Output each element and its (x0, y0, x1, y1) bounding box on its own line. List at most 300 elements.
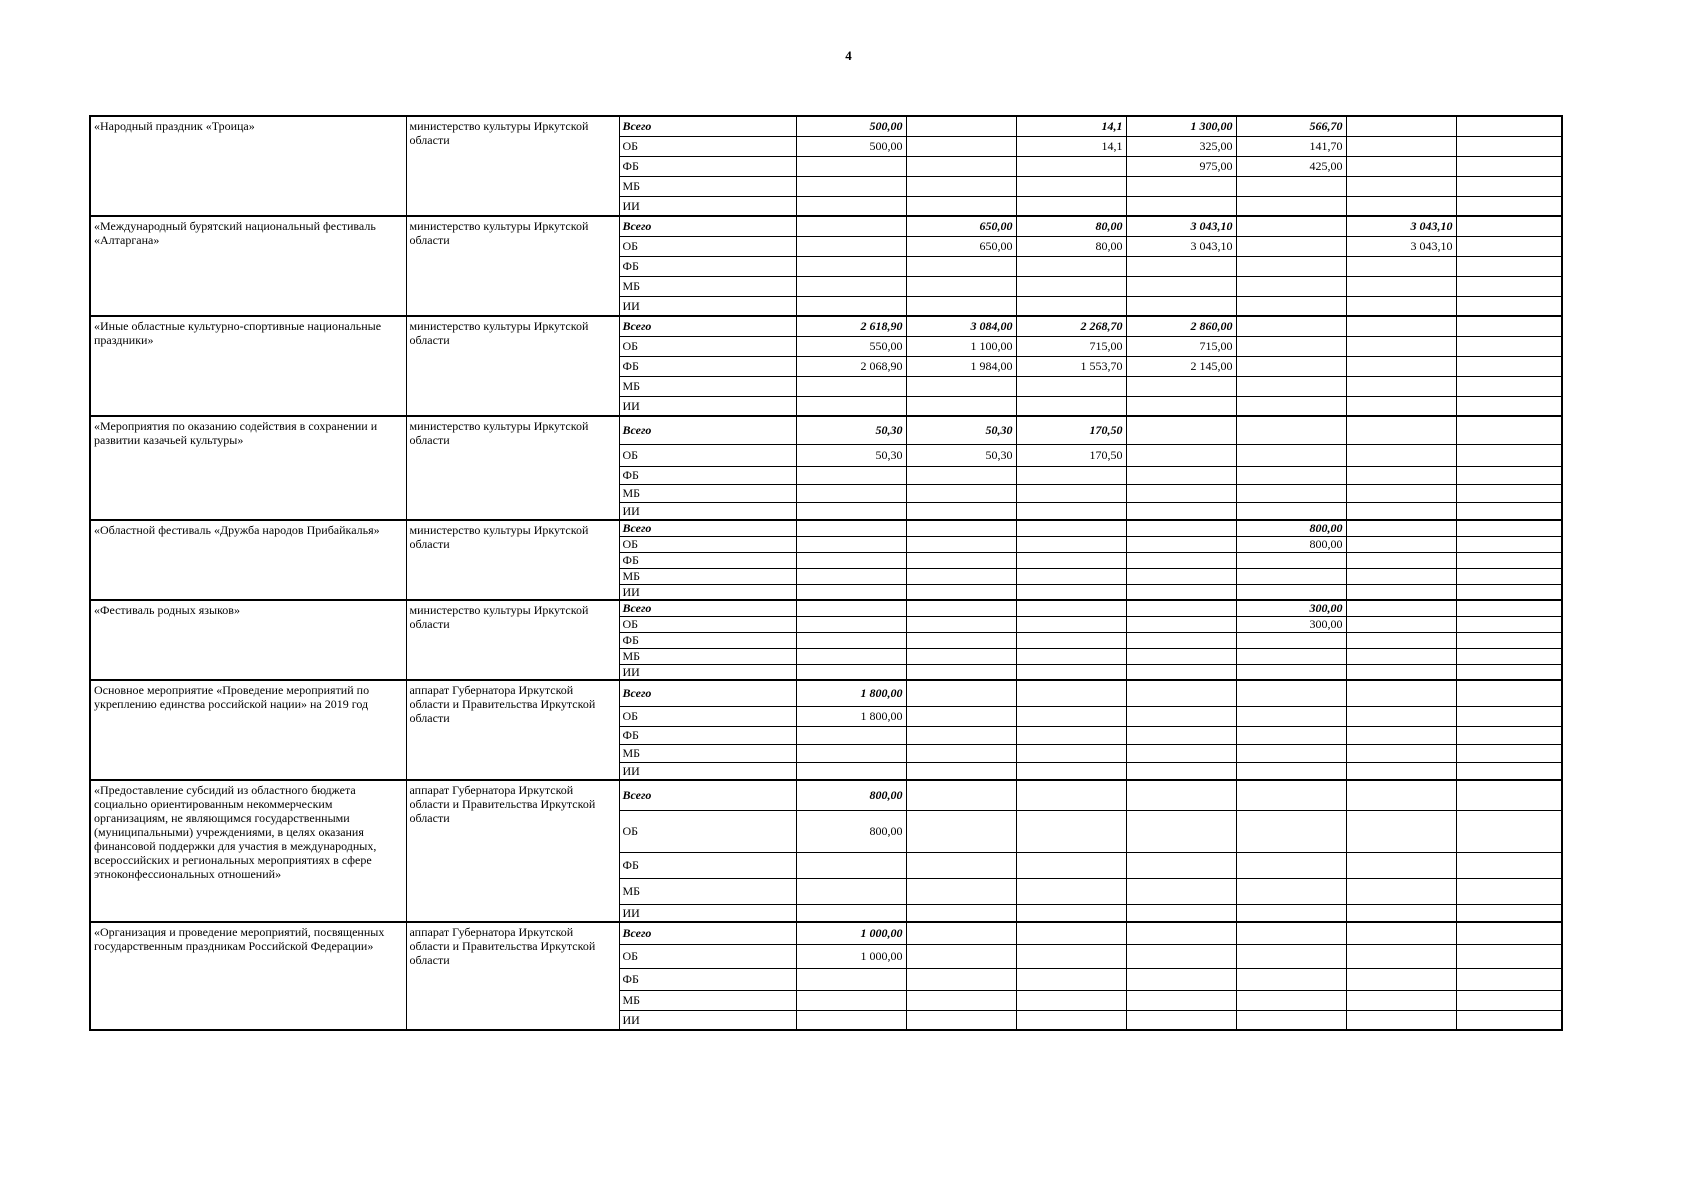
amount-cell (796, 600, 906, 616)
amount-cell (1456, 922, 1562, 944)
amount-cell (1456, 968, 1562, 990)
amount-cell (1126, 296, 1236, 316)
amount-cell (1346, 990, 1456, 1010)
amount-cell (906, 706, 1016, 726)
amount-cell (1236, 990, 1346, 1010)
amount-cell (796, 1010, 906, 1030)
amount-cell (1016, 744, 1126, 762)
amount-cell (1016, 176, 1126, 196)
activity-name-cell: «Международный бурятский национальный фестиваль «Алтаргана» (90, 216, 406, 316)
amount-cell (796, 216, 906, 236)
amount-cell (1456, 116, 1562, 136)
amount-cell (1456, 1010, 1562, 1030)
table-row (90, 600, 1562, 616)
funding-source-total: Всего (619, 922, 796, 944)
amount-cell (1346, 780, 1456, 810)
amount-cell (1126, 648, 1236, 664)
amount-cell (906, 1010, 1016, 1030)
amount-cell (1236, 762, 1346, 780)
amount-cell (1236, 680, 1346, 706)
amount-cell (1126, 484, 1236, 502)
amount-cell (1456, 600, 1562, 616)
amount-cell (1346, 600, 1456, 616)
amount-cell (1126, 584, 1236, 600)
amount-cell (1456, 176, 1562, 196)
amount-cell: 425,00 (1236, 156, 1346, 176)
amount-cell (906, 780, 1016, 810)
amount-cell (796, 762, 906, 780)
amount-cell (1456, 156, 1562, 176)
amount-cell (1346, 336, 1456, 356)
amount-cell: 141,70 (1236, 136, 1346, 156)
amount-cell (1016, 944, 1126, 968)
amount-cell (1456, 904, 1562, 922)
amount-cell (1236, 336, 1346, 356)
amount-cell (1346, 296, 1456, 316)
amount-cell (796, 502, 906, 520)
amount-cell (1236, 216, 1346, 236)
amount-cell (906, 600, 1016, 616)
amount-cell (1016, 584, 1126, 600)
amount-cell (1126, 810, 1236, 852)
amount-cell (796, 396, 906, 416)
amount-cell (1126, 568, 1236, 584)
amount-cell (1456, 616, 1562, 632)
amount-cell: 3 043,10 (1346, 216, 1456, 236)
funding-source-fb: ФБ (619, 466, 796, 484)
amount-cell (1016, 922, 1126, 944)
amount-cell (1346, 1010, 1456, 1030)
amount-cell (796, 616, 906, 632)
amount-cell (906, 922, 1016, 944)
amount-cell (1346, 416, 1456, 444)
funding-source-ob: ОБ (619, 944, 796, 968)
amount-cell (1346, 356, 1456, 376)
amount-cell: 1 800,00 (796, 680, 906, 706)
amount-cell (1236, 568, 1346, 584)
amount-cell: 800,00 (796, 810, 906, 852)
amount-cell (1126, 680, 1236, 706)
amount-cell (1016, 632, 1126, 648)
amount-cell (1016, 156, 1126, 176)
budget-table (89, 115, 1563, 1031)
funding-source-total: Всего (619, 680, 796, 706)
amount-cell (1126, 632, 1236, 648)
amount-cell (906, 680, 1016, 706)
amount-cell (1126, 520, 1236, 536)
amount-cell (1456, 810, 1562, 852)
amount-cell (1126, 376, 1236, 396)
table-row (90, 520, 1562, 536)
table-row (90, 680, 1562, 706)
amount-cell (1456, 878, 1562, 904)
amount-cell: 1 984,00 (906, 356, 1016, 376)
amount-cell (1346, 632, 1456, 648)
amount-cell (1456, 236, 1562, 256)
funding-source-total: Всего (619, 416, 796, 444)
amount-cell (1126, 396, 1236, 416)
amount-cell: 3 084,00 (906, 316, 1016, 336)
funding-source-mb: МБ (619, 990, 796, 1010)
amount-cell (1016, 762, 1126, 780)
amount-cell (1236, 276, 1346, 296)
amount-cell (1236, 316, 1346, 336)
amount-cell: 300,00 (1236, 600, 1346, 616)
amount-cell (1346, 136, 1456, 156)
amount-cell (796, 276, 906, 296)
amount-cell: 1 100,00 (906, 336, 1016, 356)
executor-cell: министерство культуры Иркутской области (406, 600, 619, 680)
amount-cell (1016, 968, 1126, 990)
amount-cell (1456, 536, 1562, 552)
amount-cell (906, 878, 1016, 904)
amount-cell (1016, 852, 1126, 878)
amount-cell (1126, 706, 1236, 726)
amount-cell (1126, 878, 1236, 904)
amount-cell (1456, 376, 1562, 396)
amount-cell (1456, 502, 1562, 520)
amount-cell (1016, 256, 1126, 276)
amount-cell (1126, 552, 1236, 568)
amount-cell (1236, 706, 1346, 726)
table-row (90, 116, 1562, 136)
amount-cell (906, 536, 1016, 552)
amount-cell (1016, 536, 1126, 552)
amount-cell (1346, 466, 1456, 484)
amount-cell (1126, 536, 1236, 552)
amount-cell (1456, 944, 1562, 968)
executor-cell: министерство культуры Иркутской области (406, 316, 619, 416)
amount-cell (796, 256, 906, 276)
funding-source-ii: ИИ (619, 196, 796, 216)
amount-cell: 1 553,70 (1016, 356, 1126, 376)
activity-name-cell: Основное мероприятие «Проведение мероприятий по укреплению единства российской нации» на 2019 год (90, 680, 406, 780)
funding-source-mb: МБ (619, 568, 796, 584)
amount-cell (1236, 416, 1346, 444)
amount-cell (796, 568, 906, 584)
amount-cell (1346, 968, 1456, 990)
funding-source-ii: ИИ (619, 664, 796, 680)
amount-cell: 1 000,00 (796, 922, 906, 944)
amount-cell: 170,50 (1016, 416, 1126, 444)
amount-cell (1016, 276, 1126, 296)
amount-cell (1456, 664, 1562, 680)
amount-cell (906, 968, 1016, 990)
amount-cell (1236, 726, 1346, 744)
funding-source-fb: ФБ (619, 156, 796, 176)
amount-cell (1346, 256, 1456, 276)
executor-cell: аппарат Губернатора Иркутской области и Правительства Иркутской области (406, 680, 619, 780)
amount-cell (906, 552, 1016, 568)
amount-cell (1126, 922, 1236, 944)
amount-cell (796, 296, 906, 316)
amount-cell (796, 552, 906, 568)
amount-cell (1236, 780, 1346, 810)
amount-cell (1456, 416, 1562, 444)
amount-cell (1016, 552, 1126, 568)
amount-cell (1456, 762, 1562, 780)
amount-cell (1016, 648, 1126, 664)
amount-cell (1456, 990, 1562, 1010)
funding-source-fb: ФБ (619, 256, 796, 276)
amount-cell (1016, 568, 1126, 584)
executor-cell: министерство культуры Иркутской области (406, 216, 619, 316)
amount-cell (796, 878, 906, 904)
amount-cell (906, 664, 1016, 680)
amount-cell (1346, 726, 1456, 744)
amount-cell: 715,00 (1016, 336, 1126, 356)
amount-cell (906, 176, 1016, 196)
amount-cell (1126, 256, 1236, 276)
funding-source-mb: МБ (619, 176, 796, 196)
amount-cell: 50,30 (906, 416, 1016, 444)
amount-cell (906, 904, 1016, 922)
amount-cell: 500,00 (796, 136, 906, 156)
funding-source-fb: ФБ (619, 852, 796, 878)
amount-cell (796, 990, 906, 1010)
amount-cell (1346, 568, 1456, 584)
amount-cell (1126, 196, 1236, 216)
amount-cell (796, 484, 906, 502)
activity-name-cell: «Иные областные культурно-спортивные национальные праздники» (90, 316, 406, 416)
amount-cell (1016, 726, 1126, 744)
amount-cell (1016, 600, 1126, 616)
amount-cell (1456, 520, 1562, 536)
funding-source-mb: МБ (619, 648, 796, 664)
amount-cell (1456, 216, 1562, 236)
amount-cell (1016, 296, 1126, 316)
amount-cell (1236, 878, 1346, 904)
amount-cell (1236, 484, 1346, 502)
amount-cell (796, 196, 906, 216)
amount-cell (1236, 632, 1346, 648)
amount-cell (1346, 376, 1456, 396)
amount-cell (1456, 256, 1562, 276)
funding-source-mb: МБ (619, 878, 796, 904)
amount-cell: 715,00 (1126, 336, 1236, 356)
amount-cell (1126, 990, 1236, 1010)
amount-cell (1126, 744, 1236, 762)
amount-cell: 14,1 (1016, 136, 1126, 156)
amount-cell (1456, 706, 1562, 726)
funding-source-total: Всего (619, 216, 796, 236)
amount-cell (1236, 396, 1346, 416)
amount-cell (1456, 484, 1562, 502)
amount-cell (1346, 552, 1456, 568)
amount-cell: 800,00 (796, 780, 906, 810)
amount-cell (796, 852, 906, 878)
amount-cell (1126, 466, 1236, 484)
amount-cell (1456, 852, 1562, 878)
funding-source-fb: ФБ (619, 552, 796, 568)
amount-cell (1456, 568, 1562, 584)
funding-source-fb: ФБ (619, 356, 796, 376)
amount-cell: 975,00 (1126, 156, 1236, 176)
amount-cell (1346, 116, 1456, 136)
amount-cell: 550,00 (796, 336, 906, 356)
amount-cell (1236, 922, 1346, 944)
amount-cell (1456, 356, 1562, 376)
activity-name-cell: «Фестиваль родных языков» (90, 600, 406, 680)
funding-source-ob: ОБ (619, 336, 796, 356)
amount-cell (906, 726, 1016, 744)
amount-cell (1236, 356, 1346, 376)
amount-cell (1016, 780, 1126, 810)
amount-cell (1456, 196, 1562, 216)
amount-cell (1346, 196, 1456, 216)
amount-cell (906, 156, 1016, 176)
amount-cell (1236, 196, 1346, 216)
amount-cell (1346, 536, 1456, 552)
amount-cell (1016, 878, 1126, 904)
amount-cell (1236, 852, 1346, 878)
amount-cell (1346, 944, 1456, 968)
activity-name-cell: «Мероприятия по оказанию содействия в сохранении и развитии казачьей культуры» (90, 416, 406, 520)
funding-source-total: Всего (619, 520, 796, 536)
amount-cell (1236, 584, 1346, 600)
amount-cell (1346, 156, 1456, 176)
funding-source-fb: ФБ (619, 968, 796, 990)
amount-cell: 14,1 (1016, 116, 1126, 136)
amount-cell (1346, 616, 1456, 632)
amount-cell (906, 196, 1016, 216)
amount-cell (796, 376, 906, 396)
amount-cell (1456, 680, 1562, 706)
amount-cell (906, 944, 1016, 968)
amount-cell: 2 860,00 (1126, 316, 1236, 336)
amount-cell (906, 616, 1016, 632)
amount-cell (1346, 396, 1456, 416)
amount-cell (1456, 726, 1562, 744)
executor-cell: министерство культуры Иркутской области (406, 520, 619, 600)
amount-cell (1236, 176, 1346, 196)
amount-cell (1346, 664, 1456, 680)
funding-source-ob: ОБ (619, 536, 796, 552)
executor-cell: министерство культуры Иркутской области (406, 416, 619, 520)
amount-cell (906, 762, 1016, 780)
amount-cell (906, 810, 1016, 852)
amount-cell: 566,70 (1236, 116, 1346, 136)
amount-cell (1126, 502, 1236, 520)
amount-cell (1016, 904, 1126, 922)
executor-cell: министерство культуры Иркутской области (406, 116, 619, 216)
activity-name-cell: «Областной фестиваль «Дружба народов Прибайкалья» (90, 520, 406, 600)
amount-cell: 50,30 (796, 416, 906, 444)
amount-cell (1016, 990, 1126, 1010)
amount-cell (1456, 632, 1562, 648)
funding-source-fb: ФБ (619, 632, 796, 648)
amount-cell (1236, 744, 1346, 762)
amount-cell (906, 648, 1016, 664)
amount-cell (796, 632, 906, 648)
amount-cell: 800,00 (1236, 536, 1346, 552)
amount-cell (1346, 706, 1456, 726)
amount-cell (796, 466, 906, 484)
amount-cell (1126, 416, 1236, 444)
amount-cell (1016, 376, 1126, 396)
amount-cell: 2 068,90 (796, 356, 906, 376)
amount-cell (1346, 762, 1456, 780)
table-row (90, 780, 1562, 810)
amount-cell (1126, 276, 1236, 296)
activity-name-cell: «Организация и проведение мероприятий, посвященных государственным праздникам Российской Федерации» (90, 922, 406, 1030)
amount-cell: 1 300,00 (1126, 116, 1236, 136)
amount-cell (1346, 316, 1456, 336)
amount-cell (1346, 680, 1456, 706)
funding-source-mb: МБ (619, 484, 796, 502)
executor-cell: аппарат Губернатора Иркутской области и Правительства Иркутской области (406, 922, 619, 1030)
funding-source-ii: ИИ (619, 396, 796, 416)
amount-cell: 170,50 (1016, 444, 1126, 466)
amount-cell (906, 852, 1016, 878)
amount-cell (1236, 466, 1346, 484)
amount-cell (796, 726, 906, 744)
funding-source-ob: ОБ (619, 706, 796, 726)
amount-cell: 80,00 (1016, 216, 1126, 236)
funding-source-ii: ИИ (619, 904, 796, 922)
amount-cell (1126, 968, 1236, 990)
amount-cell (1126, 780, 1236, 810)
amount-cell (1456, 136, 1562, 156)
amount-cell (906, 584, 1016, 600)
amount-cell (906, 990, 1016, 1010)
amount-cell (906, 520, 1016, 536)
amount-cell (1346, 520, 1456, 536)
amount-cell (1236, 236, 1346, 256)
funding-source-ii: ИИ (619, 296, 796, 316)
funding-source-total: Всего (619, 600, 796, 616)
amount-cell: 500,00 (796, 116, 906, 136)
amount-cell (796, 648, 906, 664)
amount-cell: 2 268,70 (1016, 316, 1126, 336)
amount-cell: 1 000,00 (796, 944, 906, 968)
amount-cell (1346, 444, 1456, 466)
amount-cell (1456, 552, 1562, 568)
funding-source-mb: МБ (619, 744, 796, 762)
amount-cell (796, 176, 906, 196)
table-row (90, 316, 1562, 336)
funding-source-total: Всего (619, 780, 796, 810)
funding-source-mb: МБ (619, 376, 796, 396)
amount-cell (1456, 744, 1562, 762)
amount-cell (1236, 502, 1346, 520)
funding-source-ob: ОБ (619, 616, 796, 632)
amount-cell (1236, 444, 1346, 466)
amount-cell (1016, 1010, 1126, 1030)
amount-cell: 650,00 (906, 236, 1016, 256)
amount-cell (1456, 444, 1562, 466)
amount-cell (1016, 396, 1126, 416)
amount-cell (1456, 396, 1562, 416)
amount-cell (1016, 196, 1126, 216)
amount-cell (1456, 316, 1562, 336)
amount-cell (1126, 944, 1236, 968)
amount-cell (796, 536, 906, 552)
amount-cell: 300,00 (1236, 616, 1346, 632)
amount-cell (1016, 502, 1126, 520)
amount-cell: 325,00 (1126, 136, 1236, 156)
amount-cell: 80,00 (1016, 236, 1126, 256)
amount-cell (1346, 648, 1456, 664)
amount-cell: 2 618,90 (796, 316, 906, 336)
amount-cell (1236, 944, 1346, 968)
amount-cell (796, 584, 906, 600)
funding-source-mb: МБ (619, 276, 796, 296)
amount-cell (1126, 726, 1236, 744)
amount-cell (1016, 706, 1126, 726)
amount-cell (1126, 762, 1236, 780)
amount-cell (1456, 296, 1562, 316)
